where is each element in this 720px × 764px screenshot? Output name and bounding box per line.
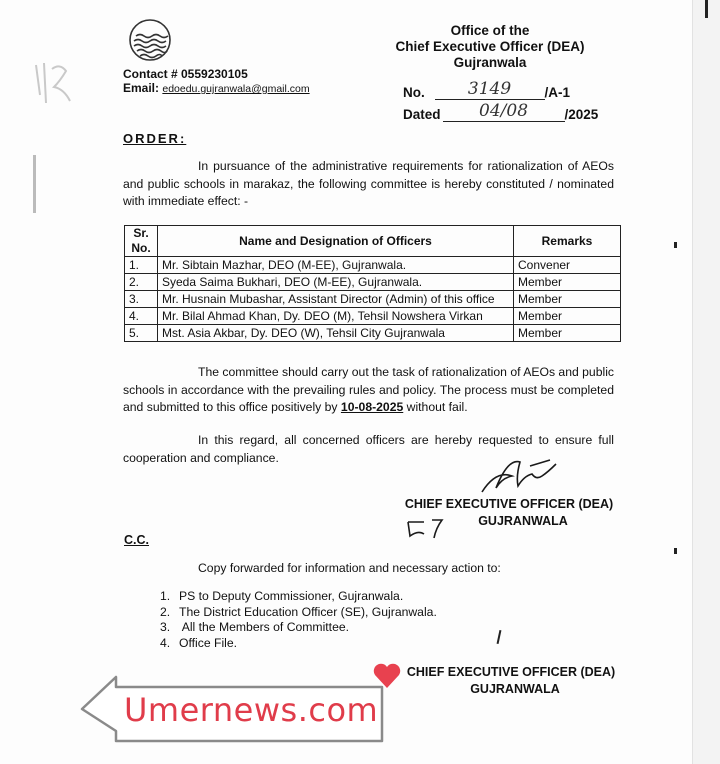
row-remarks: Member (514, 325, 621, 342)
email-link[interactable]: edoedu.gujranwala@gmail.com (162, 83, 310, 95)
sig2-title: CHIEF EXECUTIVE OFFICER (DEA) (406, 665, 616, 679)
reference-block (403, 79, 598, 123)
task-paragraph (123, 364, 614, 417)
row-name: Mst. Asia Akbar, Dy. DEO (W), Tehsil City Gujranwala (158, 325, 514, 342)
sig1-title: CHIEF EXECUTIVE OFFICER (DEA) (404, 497, 614, 511)
header-name: Name and Designation of Officers (158, 226, 514, 257)
task-text-end: without fail. (403, 400, 468, 414)
edge-mark (674, 242, 677, 248)
signature-block-2 (404, 664, 618, 698)
punjab-govt-logo (124, 10, 176, 62)
sig2-place: GUJRANWALA (470, 682, 560, 696)
row-remarks: Member (514, 291, 621, 308)
header-sr: Sr. No. (125, 226, 158, 257)
faint-stamp-mark (30, 55, 80, 115)
row-remarks: Member (514, 274, 621, 291)
table-row (125, 291, 621, 308)
cc-intro: Copy forwarded for information and necessary action to: (198, 561, 501, 575)
list-item: 2. The District Education Officer (SE), Gujranwala. (160, 604, 437, 619)
list-item: 4. Office File. (160, 635, 238, 650)
list-item: 3. All the Members of Committee. (160, 620, 350, 634)
ref-dated-suffix: /2025 (564, 107, 599, 122)
edge-mark (674, 548, 677, 554)
cc-list (160, 589, 437, 651)
row-remarks: Member (514, 308, 621, 325)
ref-no-suffix: /A-1 (544, 85, 571, 100)
office-line-1: Office of the (450, 23, 530, 38)
deadline-date: 10-08-2025 (340, 400, 404, 414)
ref-dated-value: 04/08 (479, 101, 529, 121)
table-row (125, 325, 621, 342)
contact-phone: Contact # 0559230105 (123, 67, 248, 81)
edge-mark (705, 0, 708, 18)
row-name: Mr. Sibtain Mazhar, DEO (M-EE), Gujranwala. (158, 257, 514, 274)
task-text: The committee should carry out the task of rationalization of AEOs and public schools in accordance with the prevailing rules and policy. The process must be completed and submitted to this office positively by (123, 365, 614, 414)
table-row (125, 274, 621, 291)
ref-no-field (435, 79, 545, 100)
row-remarks: Convener (514, 257, 621, 274)
margin-mark (33, 155, 36, 213)
intro-text: In pursuance of the administrative requirements for rationalization of AEOs and public schools in marakaz, the following committee is hereby constituted / nominated with immediate effect: - (123, 159, 614, 208)
ref-no-label: No. (403, 85, 425, 100)
sig1-place: GUJRANWALA (478, 514, 568, 528)
pen-mark (497, 630, 502, 644)
table-header-row (125, 226, 621, 257)
ref-dated-field (443, 101, 565, 122)
email-label: Email: (123, 81, 160, 95)
row-sr: 3. (125, 291, 158, 308)
office-line-3: Gujranwala (453, 55, 527, 70)
row-name: Mr. Husnain Mubashar, Assistant Director (Admin) of this office (158, 291, 514, 308)
row-sr: 2. (125, 274, 158, 291)
compliance-text: In this regard, all concerned officers are hereby requested to ensure full cooperation and compliance. (123, 433, 614, 465)
row-sr: 4. (125, 308, 158, 325)
list-item: 1. PS to Deputy Commissioner, Gujranwala. (160, 589, 404, 603)
ref-dated-label: Dated (403, 107, 441, 122)
header-remarks: Remarks (514, 226, 621, 257)
initials-mark (404, 516, 446, 540)
office-line-2: Chief Executive Officer (DEA) (395, 39, 585, 54)
order-heading: ORDER: (123, 131, 187, 146)
committee-table (124, 225, 621, 342)
office-header (385, 23, 595, 71)
intro-paragraph (123, 158, 614, 211)
row-name: Syeda Saima Bukhari, DEO (M-EE), Gujranwala. (158, 274, 514, 291)
table-row (125, 308, 621, 325)
watermark-text: Umernews.com (124, 691, 379, 729)
row-name: Mr. Bilal Ahmad Khan, Dy. DEO (M), Tehsil Nowshera Virkan (158, 308, 514, 325)
table-row (125, 257, 621, 274)
page-edge-strip (692, 0, 720, 764)
handwritten-signature (478, 456, 564, 498)
contact-block (123, 67, 310, 96)
ref-no-value: 3149 (467, 79, 512, 99)
row-sr: 5. (125, 325, 158, 342)
cc-heading: C.C. (124, 533, 149, 547)
row-sr: 1. (125, 257, 158, 274)
